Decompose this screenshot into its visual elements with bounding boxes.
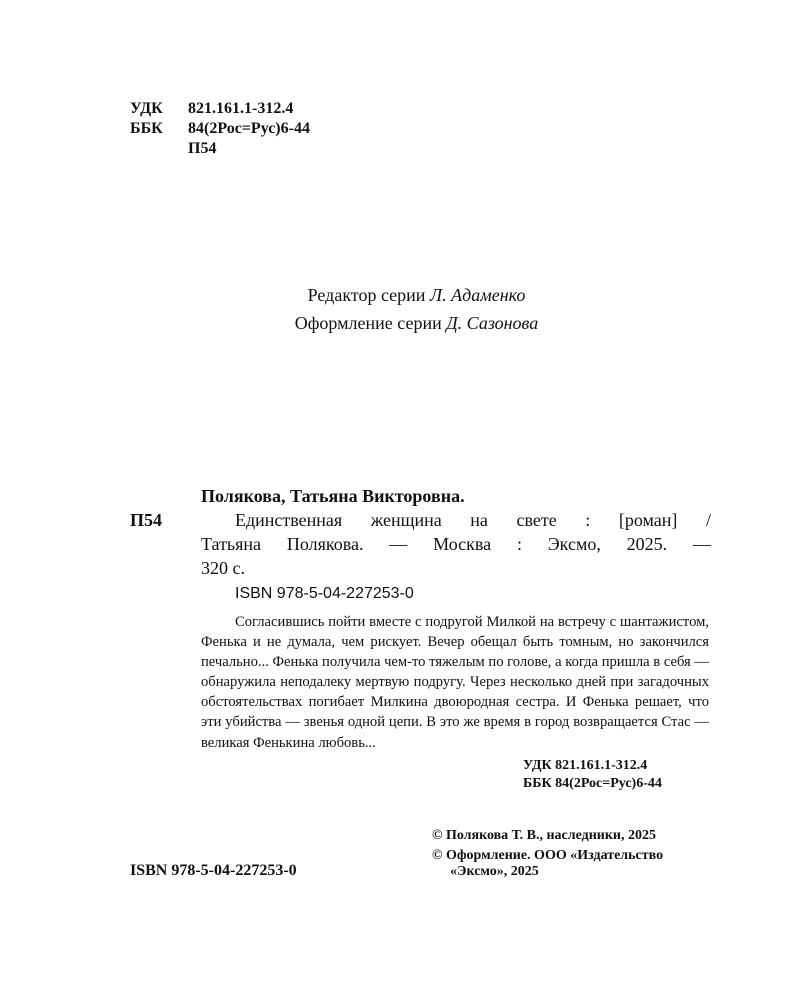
catalog-author-mark: П54 [130, 510, 163, 530]
udk-code-row [130, 100, 293, 118]
design-role: Оформление серии [294, 313, 442, 333]
bibliographic-line-2: Татьяна Полякова. — Москва : Эксмо, 2025. — [201, 534, 711, 554]
book-annotation: Согласившись пойти вместе с подругой Милкой на встречу с шантажистом, Фенька и не думала, чем рискует. Вечер обещал быть томным, но закончился печально... Фенька получила чем-то тяжелым по голове, а когда пришла в себя — обнаружила неподалеку мертвую подругу. Через несколько дней при загадочных обстоятельствах погибает Милкина двоюродная сестра. И Фенька решает, что эти убийства — звенья одной цепи. В это же время в город возвращается Стас — великая Фенькина любовь... [201, 614, 709, 751]
bbk-code-row [130, 120, 310, 138]
catalog-author: Полякова, Татьяна Викторовна. [201, 486, 465, 506]
bibliographic-line-3: 320 с. [201, 558, 245, 578]
design-name: Д. Сазонова [446, 313, 539, 333]
isbn-bottom: ISBN 978-5-04-227253-0 [130, 862, 297, 879]
copyright-design-cont: «Эксмо», 2025 [450, 864, 539, 879]
bibliographic-line-1: Единственная женщина на свете : [роман] / [235, 510, 711, 530]
bbk-value: 84(2Рос=Рус)6-44 [188, 120, 310, 137]
udk-value: 821.161.1-312.4 [188, 100, 294, 117]
udk-label: УДК [130, 100, 163, 117]
catalog-udk: УДК 821.161.1-312.4 [523, 758, 648, 773]
author-mark: П54 [188, 140, 217, 157]
series-editor-credit [0, 285, 800, 306]
catalog-isbn: ISBN 978-5-04-227253-0 [235, 585, 414, 602]
catalog-bbk: ББК 84(2Рос=Рус)6-44 [523, 776, 662, 791]
editor-name: Л. Адаменко [429, 285, 526, 305]
editor-role: Редактор серии [307, 285, 426, 305]
copyright-author: © Полякова Т. В., наследники, 2025 [432, 828, 656, 843]
bbk-label: ББК [130, 120, 163, 137]
series-design-credit [0, 313, 800, 334]
copyright-design: © Оформление. ООО «Издательство [432, 848, 664, 863]
